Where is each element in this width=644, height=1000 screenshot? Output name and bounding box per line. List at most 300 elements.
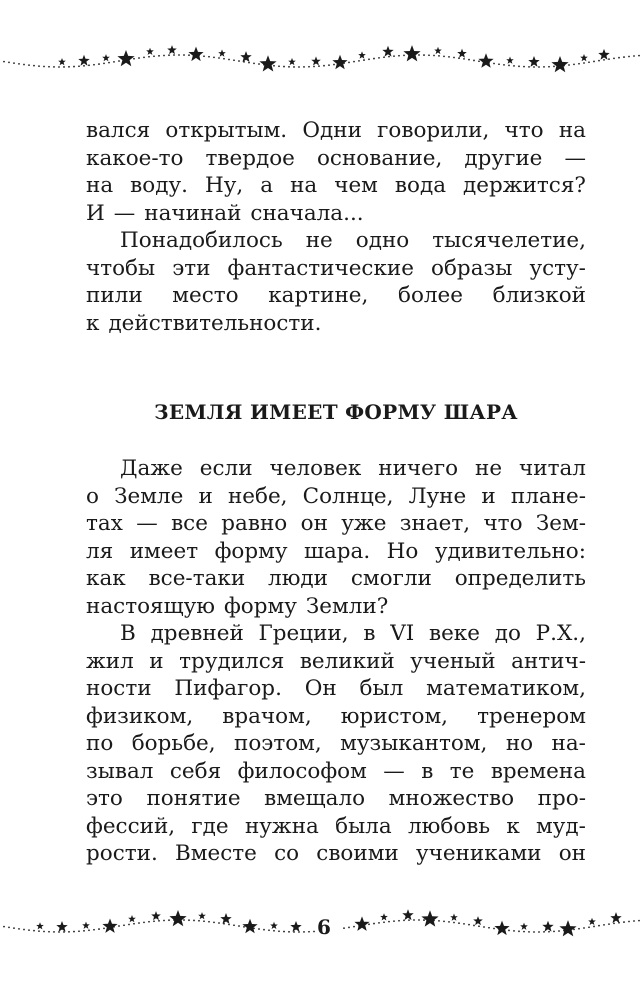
- dot-ornament: [518, 930, 520, 932]
- word: держится?: [463, 173, 586, 198]
- word: если: [199, 456, 253, 481]
- dot-ornament: [583, 62, 585, 64]
- dot-ornament: [418, 54, 420, 56]
- dot-ornament: [198, 920, 200, 922]
- dot-ornament: [63, 66, 65, 68]
- dot-ornament: [613, 922, 615, 924]
- dot-ornament: [573, 64, 575, 66]
- word: Даже: [120, 456, 183, 481]
- word: другие: [464, 145, 543, 171]
- text-line: [86, 510, 586, 538]
- word: фессий,: [86, 813, 176, 839]
- dot-ornament: [378, 922, 380, 924]
- body-text-top: [86, 117, 586, 337]
- dot-ornament: [98, 63, 100, 65]
- dot-ornament: [43, 66, 45, 68]
- text-line: [86, 593, 586, 621]
- dot-ornament: [88, 929, 90, 931]
- dot-ornament: [288, 931, 290, 933]
- dot-ornament: [283, 931, 285, 933]
- dot-ornament: [193, 920, 195, 922]
- star-ornament: [434, 47, 442, 54]
- star-ornament: [542, 921, 553, 932]
- dot-ornament: [168, 919, 170, 921]
- section-heading: ЗЕМЛЯ ИМЕЕТ ФОРМУ ШАРА: [154, 400, 518, 424]
- dot-ornament: [393, 920, 395, 922]
- dot-ornament: [218, 922, 220, 924]
- word: музыкантом,: [340, 731, 488, 756]
- dot-ornament: [493, 63, 495, 65]
- word: врачом,: [222, 703, 312, 729]
- dot-ornament: [498, 63, 500, 65]
- star-ornament: [473, 916, 483, 925]
- dot-ornament: [38, 65, 40, 67]
- text-line: [86, 538, 586, 566]
- dot-ornament: [23, 929, 25, 931]
- dot-ornament: [478, 60, 480, 62]
- star-ornament: [421, 910, 438, 926]
- word: Понадобилось: [120, 228, 283, 253]
- dot-ornament: [143, 56, 145, 58]
- dot-ornament: [183, 919, 185, 921]
- dot-ornament: [458, 922, 460, 924]
- dot-ornament: [368, 58, 370, 60]
- word: себя: [169, 758, 222, 784]
- dot-ornament: [153, 920, 155, 922]
- dot-ornament: [78, 65, 80, 67]
- dot-ornament: [413, 919, 415, 921]
- word: ничего: [378, 456, 459, 481]
- dot-ornament: [303, 931, 305, 933]
- star-ornament: [380, 913, 388, 920]
- word: времена: [490, 758, 586, 784]
- dot-ornament: [213, 921, 215, 923]
- dot-ornament: [293, 931, 295, 933]
- dot-ornament: [453, 57, 455, 59]
- dot-ornament: [188, 54, 190, 56]
- star-ornament: [290, 921, 301, 932]
- word: своими: [316, 841, 399, 866]
- dot-ornament: [168, 54, 170, 56]
- dot-ornament: [273, 930, 275, 932]
- star-ornament: [580, 54, 588, 61]
- word: понятие: [146, 786, 241, 811]
- dot-ornament: [138, 57, 140, 59]
- star-ornament: [478, 53, 493, 68]
- dot-ornament: [43, 931, 45, 933]
- dot-ornament: [488, 927, 490, 929]
- dot-ornament: [93, 64, 95, 66]
- word: Солнце,: [302, 483, 394, 509]
- word: и: [149, 648, 164, 674]
- word: небе,: [227, 483, 288, 509]
- dot-ornament: [588, 61, 590, 63]
- dot-ornament: [153, 55, 155, 57]
- word: на: [86, 173, 114, 198]
- word: множество: [388, 786, 515, 811]
- word: Он: [304, 676, 337, 701]
- dot-ornament: [323, 65, 325, 67]
- dot-ornament: [373, 58, 375, 60]
- word: Р.Х.,: [535, 621, 586, 646]
- dot-ornament: [528, 931, 530, 933]
- star-ornament: [520, 923, 528, 930]
- dot-ornament: [333, 64, 335, 66]
- word: вода: [394, 173, 447, 198]
- dot-ornament: [113, 61, 115, 63]
- dot-ornament: [273, 65, 275, 67]
- word: воду.: [130, 173, 188, 198]
- word: пили: [86, 283, 143, 308]
- word: он: [300, 511, 328, 536]
- dot-ornament: [263, 929, 265, 931]
- word: к: [506, 813, 520, 839]
- dot-ornament: [493, 928, 495, 930]
- word: была: [335, 813, 392, 839]
- dot-ornament: [603, 59, 605, 61]
- dot-ornament: [568, 64, 570, 66]
- dot-ornament: [403, 54, 405, 56]
- dot-ornament: [388, 56, 390, 58]
- word: любовь: [407, 813, 491, 839]
- dot-ornament: [148, 56, 150, 58]
- word: сначала...: [250, 200, 364, 226]
- dot-ornament: [358, 60, 360, 62]
- dot-ornament: [638, 920, 640, 922]
- word: про-: [537, 786, 586, 811]
- dot-ornament: [548, 931, 550, 933]
- dot-ornament: [518, 65, 520, 67]
- star-ornament: [169, 910, 186, 926]
- star-ornament: [382, 46, 393, 57]
- star-ornament: [102, 54, 110, 61]
- dot-ornament: [423, 54, 425, 56]
- word: Земле: [114, 483, 184, 509]
- dot-ornament: [368, 923, 370, 925]
- dot-ornament: [548, 66, 550, 68]
- word: Луне: [408, 483, 467, 509]
- dot-ornament: [98, 928, 100, 930]
- dot-ornament: [528, 66, 530, 68]
- dot-ornament: [148, 921, 150, 923]
- dot-ornament: [553, 66, 555, 68]
- dot-ornament: [513, 930, 515, 932]
- dot-ornament: [3, 926, 5, 928]
- word: математиком,: [426, 676, 586, 701]
- text-line: [86, 227, 586, 255]
- dot-ornament: [508, 65, 510, 67]
- dot-ornament: [438, 920, 440, 922]
- star-ornament: [457, 49, 467, 58]
- dot-ornament: [223, 58, 225, 60]
- word: форму: [214, 538, 288, 564]
- word: до: [494, 621, 521, 646]
- dot-ornament: [418, 919, 420, 921]
- dot-ornament: [603, 924, 605, 926]
- dot-ornament: [598, 925, 600, 927]
- dot-ornament: [508, 930, 510, 932]
- word: великий: [299, 648, 395, 674]
- star-ornament: [198, 912, 206, 919]
- word: нужна: [244, 813, 319, 839]
- dot-ornament: [378, 57, 380, 59]
- dot-ornament: [53, 66, 55, 68]
- word: все: [171, 511, 208, 536]
- dot-ornament: [238, 60, 240, 62]
- dot-ornament: [68, 66, 70, 68]
- dot-ornament: [443, 920, 445, 922]
- dot-ornament: [398, 55, 400, 57]
- word: усту-: [529, 255, 586, 281]
- dot-ornament: [543, 66, 545, 68]
- dot-ornament: [443, 55, 445, 57]
- dot-ornament: [258, 63, 260, 65]
- star-ornament: [102, 919, 117, 933]
- word: твердое: [205, 145, 295, 171]
- word: ности: [86, 676, 152, 701]
- dot-ornament: [328, 64, 330, 66]
- word: к: [86, 310, 100, 336]
- dot-ornament: [158, 55, 160, 57]
- word: более: [398, 283, 463, 308]
- dot-ornament: [258, 928, 260, 930]
- star-ornament: [528, 56, 539, 67]
- text-line: [86, 703, 586, 731]
- dot-ornament: [213, 56, 215, 58]
- star-ornament: [551, 56, 568, 72]
- dot-ornament: [83, 930, 85, 932]
- star-ornament: [151, 911, 161, 920]
- word: чем: [334, 173, 378, 198]
- dot-ornament: [533, 66, 535, 68]
- word: но: [505, 731, 534, 756]
- star-ornament: [188, 47, 203, 62]
- word: настоящую: [86, 593, 215, 619]
- word: люди: [268, 566, 328, 591]
- word: —: [136, 511, 158, 536]
- dot-ornament: [593, 61, 595, 63]
- text-line: [86, 483, 586, 511]
- dot-ornament: [158, 920, 160, 922]
- word: зывал: [86, 758, 154, 784]
- word: что: [504, 118, 544, 143]
- dot-ornament: [638, 55, 640, 57]
- page-number: 6: [317, 915, 331, 939]
- word: вался: [86, 118, 151, 143]
- dot-ornament: [318, 65, 320, 67]
- word: со: [274, 841, 300, 866]
- dot-ornament: [538, 931, 540, 933]
- dot-ornament: [238, 925, 240, 927]
- dot-ornament: [478, 925, 480, 927]
- star-ornament: [588, 918, 596, 925]
- text-line: [86, 117, 586, 145]
- dot-ornament: [438, 55, 440, 57]
- dot-ornament: [233, 924, 235, 926]
- text-line: [86, 565, 586, 593]
- dot-ornament: [23, 64, 25, 66]
- star-ornament: [506, 57, 514, 64]
- word: открытым.: [165, 118, 288, 143]
- dot-ornament: [178, 54, 180, 56]
- dot-ornament: [118, 60, 120, 62]
- star-ornament: [58, 58, 66, 65]
- word: равно: [221, 511, 288, 536]
- word: имеет: [129, 538, 199, 564]
- dot-ornament: [473, 925, 475, 927]
- star-ornament: [598, 49, 609, 60]
- dot-ornament: [398, 920, 400, 922]
- dot-ornament: [628, 56, 630, 58]
- dot-ornament: [103, 62, 105, 64]
- text-line: [86, 813, 586, 841]
- dot-ornament: [453, 922, 455, 924]
- dot-ornament: [633, 920, 635, 922]
- dot-ornament: [208, 56, 210, 58]
- dot-ornament: [388, 921, 390, 923]
- word: плане-: [510, 483, 586, 509]
- dot-ornament: [288, 66, 290, 68]
- dot-ornament: [483, 926, 485, 928]
- dot-ornament: [53, 931, 55, 933]
- dot-ornament: [593, 926, 595, 928]
- dot-ornament: [298, 66, 300, 68]
- word: —: [113, 200, 136, 226]
- word: философом: [237, 758, 367, 784]
- word: Греции,: [258, 621, 349, 646]
- dot-ornament: [203, 920, 205, 922]
- text-line: [86, 145, 586, 173]
- text-line: [86, 455, 586, 483]
- dot-ornament: [578, 63, 580, 65]
- dot-ornament: [598, 60, 600, 62]
- dot-ornament: [468, 59, 470, 61]
- word: как: [86, 566, 126, 591]
- dot-ornament: [278, 930, 280, 932]
- dot-ornament: [228, 924, 230, 926]
- word: чтобы: [86, 255, 156, 281]
- word: борьбе,: [131, 731, 216, 756]
- word: и: [198, 483, 213, 509]
- star-ornament: [402, 909, 413, 920]
- dot-ornament: [558, 930, 560, 932]
- word: юристом,: [340, 703, 448, 729]
- star-ornament: [82, 922, 90, 929]
- dot-ornament: [523, 66, 525, 68]
- word: где: [191, 813, 229, 839]
- word: образы: [431, 255, 513, 281]
- word: муд-: [536, 813, 586, 839]
- dot-ornament: [613, 57, 615, 59]
- dot-ornament: [8, 62, 10, 64]
- word: Зем-: [535, 511, 586, 536]
- dot-ornament: [423, 919, 425, 921]
- star-ornament: [288, 58, 296, 65]
- dot-ornament: [8, 927, 10, 929]
- text-line: [86, 255, 586, 283]
- text-line: [86, 620, 586, 648]
- dot-ornament: [133, 923, 135, 925]
- word: не: [305, 228, 333, 253]
- star-ornament: [559, 920, 576, 936]
- word: —: [383, 758, 405, 784]
- word: был: [359, 676, 404, 701]
- word: фантастические: [227, 255, 414, 281]
- dot-ornament: [18, 63, 20, 65]
- dot-ornament: [138, 922, 140, 924]
- dot-ornament: [253, 62, 255, 64]
- dot-ornament: [623, 56, 625, 58]
- dot-ornament: [228, 59, 230, 61]
- star-ornament: [220, 913, 231, 924]
- dot-ornament: [33, 930, 35, 932]
- dot-ornament: [393, 55, 395, 57]
- word: Земли?: [305, 593, 389, 619]
- word: все-таки: [148, 566, 246, 591]
- text-line: [86, 648, 586, 676]
- word: близкой: [492, 283, 586, 308]
- text-line: [86, 310, 586, 338]
- word: Вместе: [175, 841, 257, 866]
- dot-ornament: [63, 931, 65, 933]
- dot-ornament: [128, 924, 130, 926]
- word: это: [86, 786, 123, 811]
- dot-ornament: [28, 929, 30, 931]
- dot-ornament: [93, 929, 95, 931]
- text-line: [86, 785, 586, 813]
- word: жил: [86, 648, 134, 674]
- dot-ornament: [363, 59, 365, 61]
- word: трудился: [179, 648, 285, 674]
- dot-ornament: [408, 919, 410, 921]
- word: Одни: [302, 118, 362, 143]
- word: Ну,: [204, 173, 244, 198]
- dot-ornament: [13, 927, 15, 929]
- dot-ornament: [353, 926, 355, 928]
- text-line: [86, 730, 586, 758]
- word: определить: [454, 566, 586, 591]
- star-ornament: [240, 51, 251, 62]
- dot-ornament: [218, 57, 220, 59]
- dot-ornament: [78, 930, 80, 932]
- word: Но: [386, 538, 419, 564]
- word: Пифагор.: [174, 676, 282, 701]
- dot-ornament: [588, 926, 590, 928]
- dot-ornament: [123, 924, 125, 926]
- star-ornament: [56, 921, 67, 932]
- word: ученый: [410, 648, 496, 674]
- word: говорили,: [377, 118, 490, 143]
- dot-ornament: [383, 56, 385, 58]
- word: основание,: [316, 145, 443, 171]
- star-ornament: [218, 49, 226, 56]
- word: он: [558, 841, 586, 866]
- dot-ornament: [88, 64, 90, 66]
- word: физиком,: [86, 703, 194, 729]
- star-ornament: [128, 915, 136, 922]
- star-ornament: [36, 922, 44, 929]
- dot-ornament: [28, 64, 30, 66]
- dot-ornament: [283, 66, 285, 68]
- text-line: [86, 200, 586, 228]
- star-ornament: [311, 56, 321, 65]
- dot-ornament: [3, 61, 5, 63]
- dot-ornament: [428, 54, 430, 56]
- text-line: [86, 840, 586, 868]
- dot-ornament: [348, 927, 350, 929]
- word: в: [363, 621, 376, 646]
- word: человек: [269, 456, 362, 481]
